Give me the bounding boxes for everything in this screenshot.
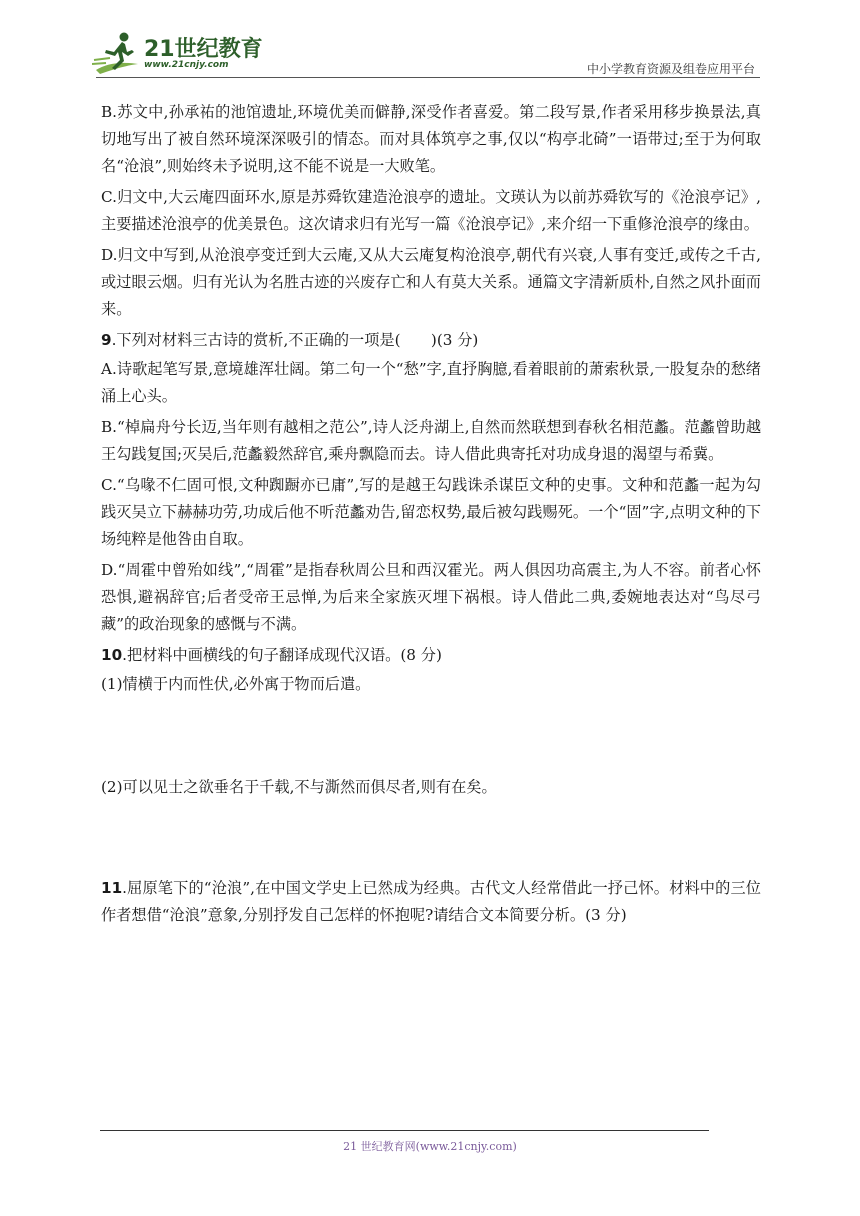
question-10 (101, 642, 761, 669)
header-divider (96, 77, 760, 78)
q9-option-d: D.“周霍中曾殆如线”,“周霍”是指春秋周公旦和西汉霍光。两人俱因功高震主,为人不容。前者心怀恐惧,避祸辞官;后者受帝王忌惮,为后来全家族灭埋下祸根。诗人借此二典,委婉地表达对“鸟尽弓藏”的政治现象的感慨与不满。 (101, 561, 761, 633)
q9-option-b: B.“棹扁舟兮长迈,当年则有越相之范公”,诗人泛舟湖上,自然而然联想到春秋名相范蠡。范蠡曾助越王勾践复国;灭吴后,范蠡毅然辞官,乘舟飘隐而去。诗人借此典寄托对功成身退的渴望与希冀。 (101, 418, 761, 463)
question-number: 11 (101, 879, 123, 897)
document-body (101, 99, 761, 933)
q9-option-a: A.诗歌起笔写景,意境雄浑壮阔。第二句一个“愁”字,直抒胸臆,看着眼前的萧索秋景,一股复杂的愁绪涌上心头。 (101, 360, 761, 405)
runner-icon (92, 30, 144, 76)
logo-url: www.21cnjy.com (144, 60, 229, 70)
question-11 (101, 875, 761, 929)
question-text: .屈原笔下的“沧浪”,在中国文学史上已然成为经典。古代文人经常借此一抒己怀。材料中的三位作者想借“沧浪”意象,分别抒发自己怎样的怀抱呢?请结合文本简要分析。(3 分) (101, 879, 761, 924)
q9-option-c: C.“乌喙不仁固可恨,文种踟蹰亦已庸”,写的是越王勾践诛杀谋臣文种的史事。文种和范蠡一起为勾践灭吴立下赫赫功劳,功成后他不听范蠡劝告,留恋权势,最后被勾践赐死。一个“固”字,点明文种的下场纯粹是他咎由自取。 (101, 476, 761, 548)
answer-space[interactable] (101, 803, 761, 875)
page-footer: 21 世纪教育网(www.21cnjy.com) (343, 1140, 517, 1153)
q10-item-1: (1)情横于内而性伏,必外寓于物而后遣。 (101, 675, 371, 693)
option-paragraph: C.归文中,大云庵四面环水,原是苏舜钦建造沧浪亭的遗址。文瑛认为以前苏舜钦写的《沧浪亭记》,主要描述沧浪亭的优美景色。这次请求归有光写一篇《沧浪亭记》,来介绍一下重修沧浪亭的缘由。 (101, 188, 761, 233)
site-logo (92, 30, 262, 78)
question-9 (101, 327, 761, 354)
option-paragraph: B.苏文中,孙承祐的池馆遗址,环境优美而僻静,深受作者喜爱。第二段写景,作者采用移步换景法,真切地写出了被自然环境深深吸引的情态。而对具体筑亭之事,仅以“构亭北碕”一语带过;至于为何取名“沧浪”,则始终未予说明,这不能不说是一大败笔。 (101, 103, 761, 175)
question-number: 9 (101, 331, 112, 349)
question-text: .把材料中画横线的句子翻译成现代汉语。(8 分) (122, 646, 442, 664)
platform-name: 中小学教育资源及组卷应用平台 (586, 62, 755, 76)
page-header (0, 0, 860, 80)
footer-divider (100, 1130, 709, 1131)
question-number: 10 (101, 646, 123, 664)
logo-title: 21世纪教育 (144, 37, 263, 62)
answer-space[interactable] (101, 700, 761, 774)
question-text: .下列对材料三古诗的赏析,不正确的一项是( )(3 分) (111, 331, 479, 349)
q10-item-2: (2)可以见士之欲垂名于千载,不与澌然而俱尽者,则有在矣。 (101, 778, 497, 796)
option-paragraph: D.归文中写到,从沧浪亭变迁到大云庵,又从大云庵复构沧浪亭,朝代有兴衰,人事有变迁,或传之千古,或过眼云烟。归有光认为名胜古迹的兴废存亡和人有莫大关系。通篇文字清新质朴,自然之风扑面而来。 (101, 246, 761, 318)
